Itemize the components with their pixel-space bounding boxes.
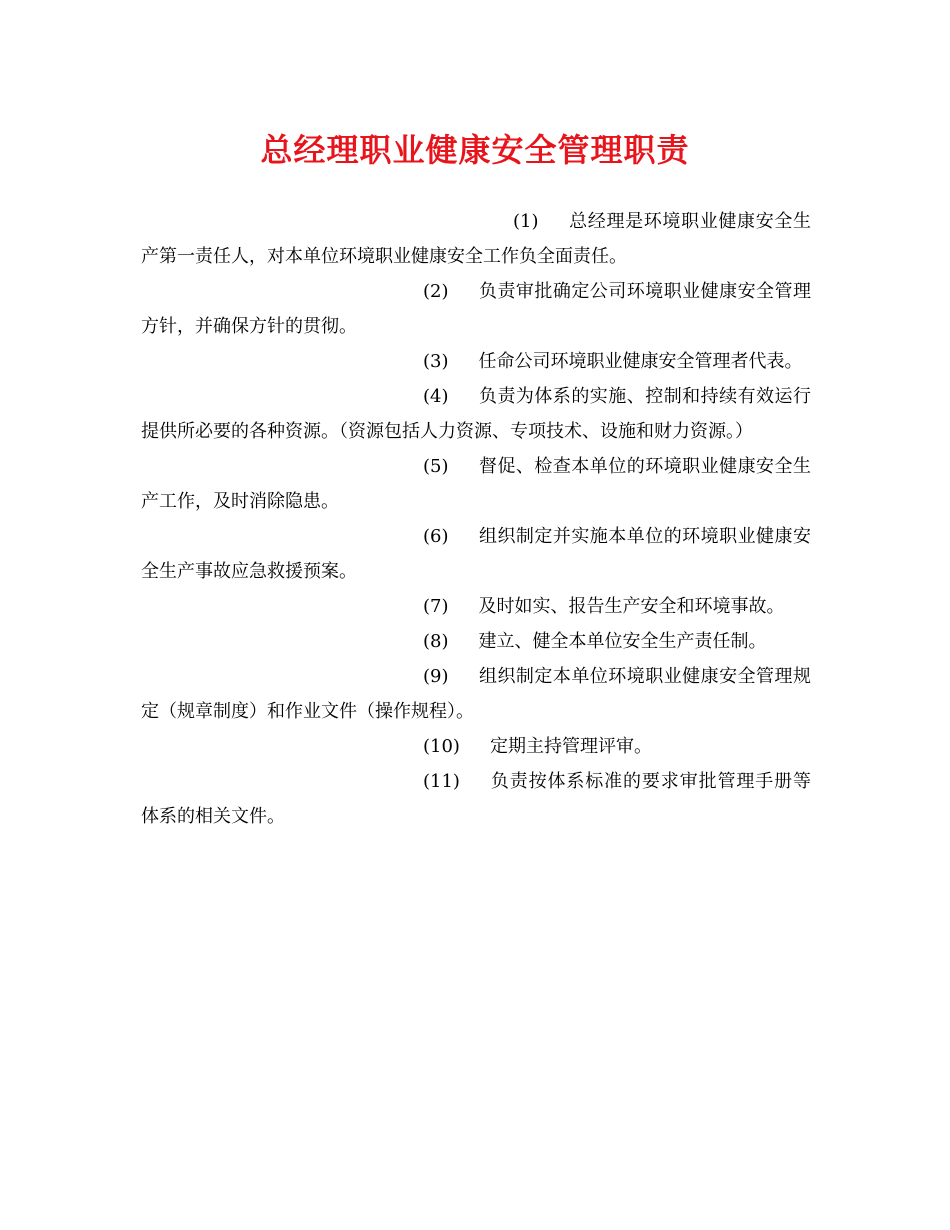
item-text: 组织制定并实施本单位的环境职业健康安全生产事故应急救援预案。 (141, 526, 811, 582)
item-text: 负责为体系的实施、控制和持续有效运行提供所必要的各种资源。（资源包括人力资源、专项技术、设施和财力资源。） (141, 386, 811, 442)
list-item (141, 659, 811, 729)
document-title: 总经理职业健康安全管理职责 (260, 131, 690, 169)
item-text: 及时如实、报告生产安全和环境事故。 (478, 596, 785, 617)
item-text: 负责审批确定公司环境职业健康安全管理方针，并确保方针的贯彻。 (141, 281, 811, 337)
item-number: (4) (423, 386, 449, 407)
item-text: 督促、检查本单位的环境职业健康安全生产工作，及时消除隐患。 (141, 456, 811, 512)
list-item (141, 729, 811, 764)
list-item (141, 589, 811, 624)
item-text: 建立、健全本单位安全生产责任制。 (478, 631, 767, 652)
list-item (141, 624, 811, 659)
list-item (141, 519, 811, 589)
list-item (141, 344, 811, 379)
item-text: 任命公司环境职业健康安全管理者代表。 (478, 351, 803, 372)
item-number: (1) (513, 211, 539, 232)
list-item (141, 379, 811, 449)
item-number: (2) (423, 281, 449, 302)
item-number: (3) (423, 351, 449, 372)
list-item (141, 274, 811, 344)
item-number: (11) (423, 771, 460, 792)
list-item (141, 764, 811, 834)
item-number: (9) (423, 666, 449, 687)
document-body (141, 204, 811, 834)
item-text: 定期主持管理评审。 (489, 736, 652, 757)
item-text: 负责按体系标准的要求审批管理手册等体系的相关文件。 (141, 771, 811, 827)
item-text: 总经理是环境职业健康安全生产第一责任人，对本单位环境职业健康安全工作负全面责任。 (141, 211, 811, 267)
item-number: (5) (423, 456, 449, 477)
list-item (141, 204, 811, 274)
item-number: (8) (423, 631, 449, 652)
item-number: (6) (423, 526, 449, 547)
item-number: (7) (423, 596, 449, 617)
item-number: (10) (423, 736, 460, 757)
list-item (141, 449, 811, 519)
item-text: 组织制定本单位环境职业健康安全管理规定（规章制度）和作业文件（操作规程）。 (141, 666, 811, 722)
